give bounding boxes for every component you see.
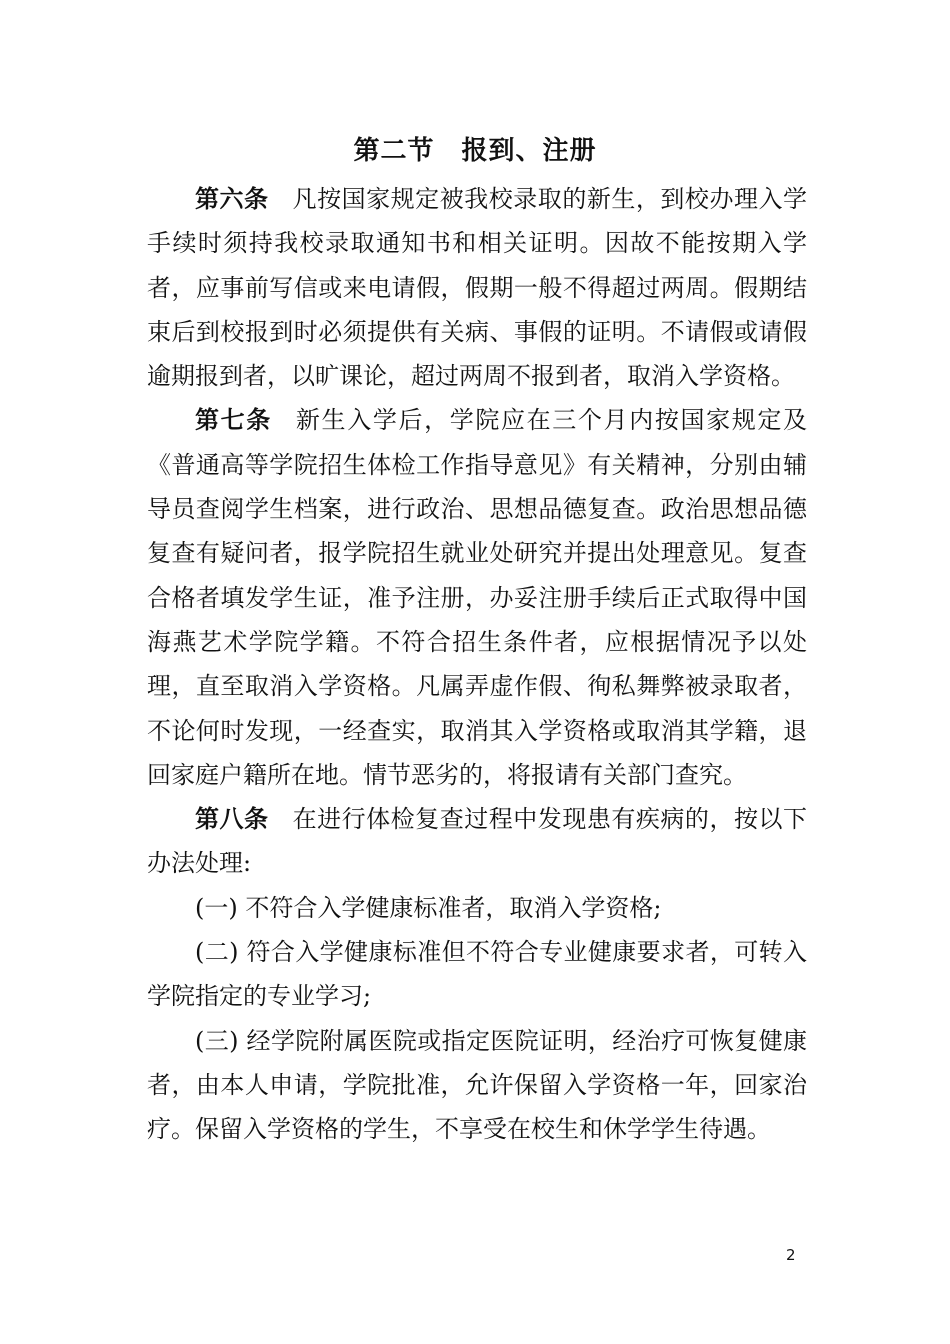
article-label: 第六条 — [195, 184, 269, 213]
page-number: 2 — [786, 1246, 796, 1264]
article-text: 凡按国家规定被我校录取的新生，到校办理入学手续时须持我校录取通知书和相关证明。因故不能按期入学者，应事前写信或来电请假，假期一般不得超过两周。假期结束后到校报到时必须提供有关病、事假的证明。不请假或请假逾期报到者，以旷课论，超过两周不报到者，取消入学资格。 — [147, 185, 808, 391]
article-6-paragraph — [147, 177, 807, 398]
list-item-2 — [147, 930, 807, 1019]
article-7-paragraph — [147, 398, 807, 797]
list-item-text: (三) 经学院附属医院或指定医院证明，经治疗可恢复健康者，由本人申请，学院批准，允许保留入学资格一年，回家治疗。保留入学资格的学生，不享受在校生和休学学生待遇。 — [147, 1026, 807, 1144]
section-title: 第二节 报到、注册 — [353, 136, 597, 166]
list-item-text: (一) 不符合入学健康标准者，取消入学资格; — [195, 893, 662, 922]
article-8-paragraph — [147, 797, 807, 886]
article-text: 新生入学后，学院应在三个月内按国家规定及《普通高等学院招生体检工作指导意见》有关精神，分别由辅导员查阅学生档案，进行政治、思想品德复查。政治思想品德复查有疑问者，报学院招生就业处研究并提出处理意见。复查合格者填发学生证，准予注册，办妥注册手续后正式取得中国海燕艺术学院学籍。不符合招生条件者，应根据情况予以处理，直至取消入学资格。凡属弄虚作假、徇私舞弊被录取者，不论何时发现，一经查实，取消其入学资格或取消其学籍，退回家庭户籍所在地。情节恶劣的，将报请有关部门查究。 — [147, 406, 808, 789]
list-item-text: (二) 符合入学健康标准但不符合专业健康要求者，可转入学院指定的专业学习; — [147, 938, 807, 1011]
article-label: 第七条 — [195, 405, 272, 435]
list-item-1 — [147, 886, 807, 930]
body-text — [147, 177, 807, 1152]
article-text: 在进行体检复查过程中发现患有疾病的，按以下办法处理: — [147, 805, 808, 878]
list-item-3 — [147, 1019, 807, 1152]
article-label: 第八条 — [195, 804, 269, 834]
